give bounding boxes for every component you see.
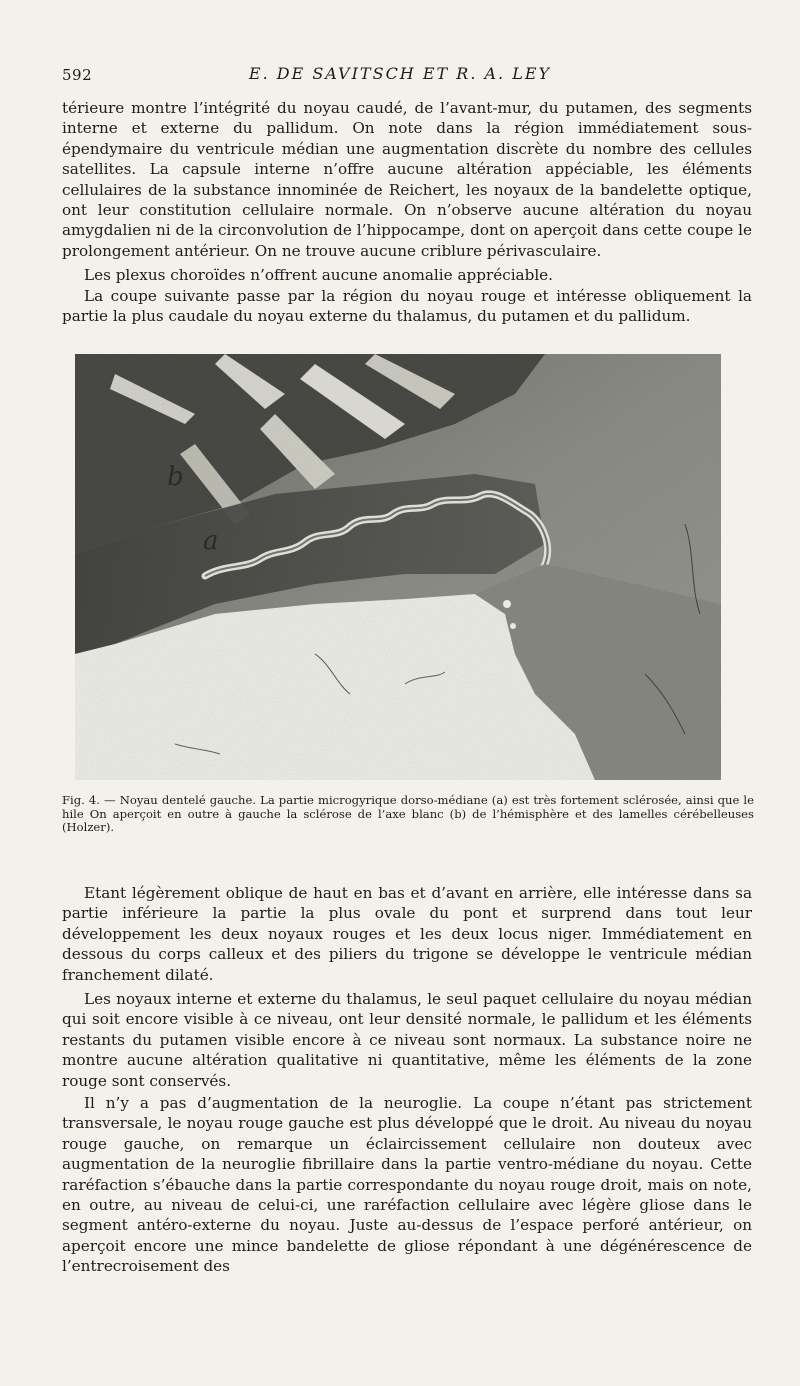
body-paragraph: Les noyaux interne et externe du thalamus, le seul paquet cellulaire du noyau médian qui soit encore visible à ce niveau, ont leur densité normale, le pallidum et les éléments restants du putamen visible encore à ce niveau sont normaux. La substance noire ne montre aucune altération qualitative ni quantitative, même les éléments de la zone rouge sont conservés. [62,990,752,1090]
body-paragraph: La coupe suivante passe par la région du noyau rouge et intéresse obliquement la partie la plus caudale du noyau externe du thalamus, du putamen et du pallidum. [62,287,752,326]
micrograph-image [75,354,721,780]
body-paragraph: Les plexus choroïdes n’offrent aucune anomalie appréciable. [84,266,554,284]
page-number: 592 [62,66,93,84]
body-paragraph: Etant légèrement oblique de haut en bas et d’avant en arrière, elle intéresse dans sa partie inférieure la partie la plus ovale du pont et surprend dans tout leur développement les deux noyaux rouges et les deux locus niger. Immédiatement en dessous du corps calleux et des piliers du trigone se développe le ventricule médian franchement dilaté. [62,884,752,984]
figure-caption: Fig. 4. — Noyau dentelé gauche. La partie microgyrique dorso-médiane (a) est très fortement sclérosée, ainsi que le hile On aperçoit en outre à gauche la sclérose de l’axe blanc (b) de l’hémisphère et des lamelles cérébelleuses (Holzer). [62,793,754,835]
body-paragraph: Il n’y a pas d’augmentation de la neuroglie. La coupe n’étant pas strictement transversale, le noyau rouge gauche est plus développé que le droit. Au niveau du noyau rouge gauche, on remarque un éclaircissement cellulaire non douteux avec augmentation de la neuroglie fibrillaire dans la partie ventro-médiane du noyau. Cette raréfaction s’ébauche dans la partie correspondante du noyau rouge droit, mais on note, en outre, au niveau de celui-ci, une raréfaction cellulaire avec légère gliose dans le segment antéro-externe du noyau. Juste au-dessus de l’espace perforé antérieur, on aperçoit encore une mince bandelette de gliose répondant à une dégénérescence de l’entrecroisement des [62,1094,752,1276]
figure-label-a: a [203,526,219,556]
body-paragraph: térieure montre l’intégrité du noyau caudé, de l’avant-mur, du putamen, des segments interne et externe du pallidum. On note dans la région immédiatement sous-épendymaire du ventricule médian une augmentation discrète du nombre des cellules satellites. La capsule interne n’offre aucune altération appéciable, les éléments cellulaires de la substance innominée de Reichert, les noyaux de la bandelette optique, ont leur constitution cellulaire normale. On n’observe aucune altération du noyau amygdalien ni de la circonvolution de l’hippocampe, dont on aperçoit dans cette coupe le prolongement antérieur. On ne trouve aucune criblure périvasculaire. [62,99,752,260]
running-head: E. DE SAVITSCH ET R. A. LEY [248,64,552,83]
figure-label-b: b [167,462,184,492]
figure-micrograph [75,354,721,780]
